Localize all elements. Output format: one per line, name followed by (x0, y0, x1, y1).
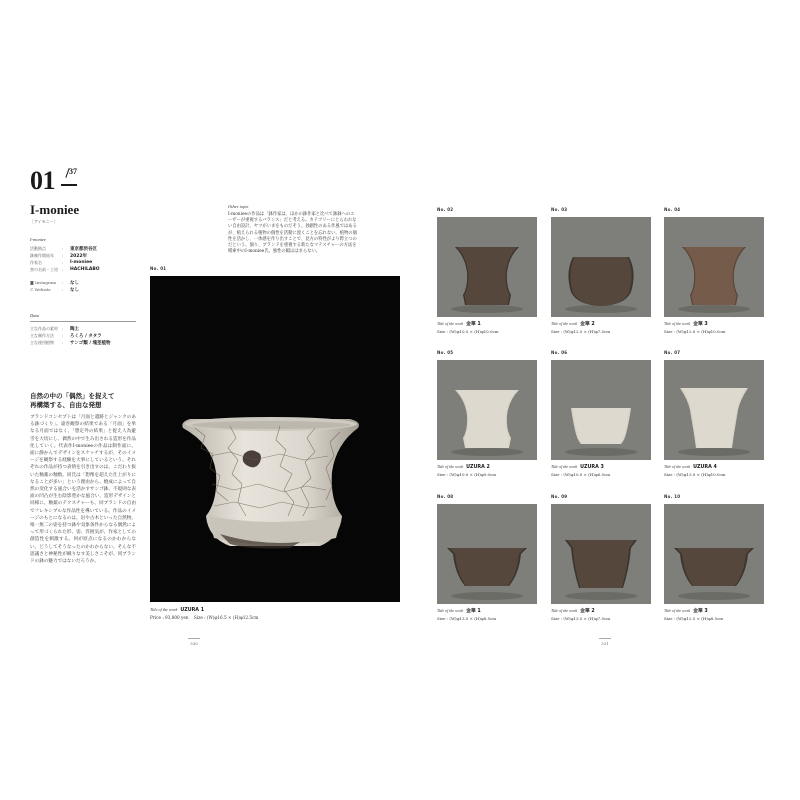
data-value: 陶土 (70, 326, 79, 332)
tile-photo (551, 504, 651, 604)
tile-photo (437, 504, 537, 604)
tile-label: No. 02 (437, 207, 454, 212)
data-row: 主な使用植物 : サンゴ類 / 塊茎植物 (30, 339, 111, 346)
tile-label: No. 08 (437, 494, 454, 499)
data-block (30, 313, 136, 346)
tile-photo (437, 217, 537, 317)
pot-image (437, 360, 537, 460)
tile-caption: Title of the work UZURA 3 Size : (W)φ10.0 × (H)φ6.5cm (551, 464, 661, 478)
info-key: 窯の名前・工房 (30, 266, 58, 272)
tile-title: 金華 1 (466, 322, 481, 327)
social-value: なし (70, 280, 79, 286)
info-row: 作家名 : I-moniee (30, 259, 93, 265)
info-row: 鉢制作開始年 : 2022年 (30, 252, 88, 259)
tile-size: Size : (W)φ12.5 × (H)φ8.5cm (664, 615, 724, 621)
data-value: ろくろ / タタラ (70, 333, 102, 339)
data-key: 主な作品の素材 (30, 325, 58, 331)
data-heading: Data (30, 313, 136, 322)
page-number-right: 331 (595, 638, 615, 646)
tile-title: UZURA 4 (693, 465, 717, 470)
tile-photo (664, 504, 764, 604)
white-crackle-pot-image (150, 276, 400, 602)
brand-info (30, 237, 136, 293)
social-row-website: ⊂ Website : なし (30, 287, 79, 293)
tile-caption: Title of the work 金華 1 Size : (W)φ10.5 × (H)φ10.0cm (437, 321, 547, 335)
social-value: なし (70, 287, 79, 293)
info-key: 作家名 (30, 259, 42, 265)
tile-label: No. 06 (551, 350, 568, 355)
main-product-photo (150, 276, 400, 602)
data-row: 主な作品の素材 : 陶土 (30, 325, 79, 332)
tile-size: Size : (W)φ10.5 × (H)φ10.0cm (437, 328, 499, 334)
entry-total: 37 (69, 167, 77, 176)
data-row: 主な制作方法 : ろくろ / タタラ (30, 332, 102, 339)
data-key: 主な使用植物 (30, 339, 54, 345)
dash-rule (61, 184, 77, 186)
tile-caption: Title of the work 金華 1 Size : (W)φ13.5 × (H)φ8.5cm (437, 608, 547, 622)
tile-size: Size : (W)φ13.0 × (H)φ10.0cm (664, 471, 726, 477)
tile-caption: Title of the work 金華 3 Size : (W)φ12.0 × (H)φ10.0cm (664, 321, 774, 335)
tile-title: 金華 3 (693, 322, 708, 327)
social-row-instagram: ◙ Instagram : なし (30, 280, 79, 286)
tile-photo (664, 360, 764, 460)
entry-total-mark (61, 168, 79, 194)
tile-label: No. 04 (664, 207, 681, 212)
pot-image (437, 504, 537, 604)
tile-title: 金華 2 (580, 609, 595, 614)
instagram-icon: ◙ (30, 280, 34, 285)
tile-photo (551, 360, 651, 460)
info-value: 東京都渋谷区 (70, 246, 97, 252)
tile-title: UZURA 2 (466, 465, 490, 470)
tile-caption: Title of the work UZURA 2 Size : (W)φ10.0 × (H)φ9.0cm (437, 464, 547, 478)
essay-title: 自然の中の「偶然」を捉えて 再構築する、自由な発想 (30, 392, 115, 409)
info-value: HACHILABO (70, 267, 100, 272)
essay-body: ブランドコンセプトは「月面と遺跡とジャンクのある鉢づくり」。遠巻観察の結果である「月面」を単なる月面ではなく、「想定外の結果」と捉え人為避雪を大切にし、偶然の中で生み出される造形を作品化していく。代表作I-monieeの作品は制作面に、面に静かんでデザインをスケッチするが、そのイメージを観察する経験を大事にしているという。それぞれの作品が持つ表情を引き出すのは、こだわり抜いた釉薬の釉数。同氏は「想像を超えた仕上がりになることが多い」という理由から、焼成によって自然の変化する風合いを活かすサンゴ鉢、不規則な表面の凹凸が生む陰影豊かな風合い、造形デザインと同様に、釉薬のテクスチャーも、同ブランドの自由でフレキシブルな作品性を導いている。作品のイメージのもとになるのは、岩や古木といった自然物。唯一無二の姿を持つ鉢や気象条件からなる偶然によって形づくられた形、姿、雰囲気が、作家としての創造性を刺激する。何が原点になるのかわからない。どうしてそうなったのかわからない。そんな不思議さと神秘性が織りなす美しさこそが、同ブランドの鉢の魅力ではないだろうか。 (30, 415, 136, 565)
tile-title: 金華 1 (466, 609, 481, 614)
info-value: I-moniee (70, 260, 93, 265)
info-heading: I-moniee (30, 237, 46, 242)
other-topic-body: I-monieeの作品は「鉢作家は、ほかの鉢作家と比べて鉢鉢へのユーザーが重視するバランス」だと考える。カテゴリーにとらわれない自由設計、ヤツがいまをものだそう。独創性のある作風ではあるが、植えられる植物の個性を活動に置くことを忘れない。植物の個性を活かし、一体感を作り出すことで、見方の特性がより際立つのだという。個々、ブランドを重視する新たなマテスチャーの方法を模索中のI-moniee氏。独性の幅ははまらない。 (228, 212, 357, 255)
main-item-caption (150, 606, 258, 621)
info-key: 活動拠点 (30, 245, 46, 251)
info-row: 活動拠点 : 東京都渋谷区 (30, 245, 97, 252)
tile-size: Size : (W)φ10.0 × (H)φ6.5cm (551, 471, 611, 477)
brand-name: I-moniee (30, 202, 80, 217)
tile-label: No. 03 (551, 207, 568, 212)
tile-label: No. 09 (551, 494, 568, 499)
tile-size: Size : (W)φ12.5 × (H)φ7.5cm (551, 328, 611, 334)
tile-label: No. 10 (664, 494, 681, 499)
other-topic-heading: Other topic (228, 204, 249, 209)
info-key: 鉢制作開始年 (30, 252, 54, 258)
caption-title: UZURA 1 (180, 608, 205, 613)
data-key: 主な制作方法 (30, 332, 54, 338)
website-icon: ⊂ (30, 287, 34, 292)
pot-image (664, 504, 764, 604)
pot-image (551, 360, 651, 460)
caption-size: Size : (W)φ16.5 × (H)φ12.5cm (193, 615, 259, 620)
tile-caption: Title of the work 金華 2 Size : (W)φ13.5 × (H)φ7.5cm (551, 608, 661, 622)
main-item-label: No. 01 (150, 266, 167, 271)
tile-caption: Title of the work 金華 2 Size : (W)φ12.5 × (H)φ7.5cm (551, 321, 661, 335)
brand-kana: ［アイモニー］ (30, 219, 58, 224)
tile-title: UZURA 3 (580, 465, 604, 470)
tile-caption: Title of the work 金華 3 Size : (W)φ12.5 × (H)φ8.5cm (664, 608, 774, 622)
tile-photo (664, 217, 764, 317)
tile-caption: Title of the work UZURA 4 Size : (W)φ13.0 × (H)φ10.0cm (664, 464, 774, 478)
tile-photo (437, 360, 537, 460)
tile-label: No. 05 (437, 350, 454, 355)
tile-title: 金華 3 (693, 609, 708, 614)
caption-price: Price : 93,800 yen (150, 615, 189, 620)
tile-size: Size : (W)φ12.0 × (H)φ10.0cm (664, 328, 726, 334)
page-number-left: 330 (184, 638, 204, 646)
tile-photo (551, 217, 651, 317)
other-topic (228, 204, 358, 255)
tile-title: 金華 2 (580, 322, 595, 327)
tile-size: Size : (W)φ10.0 × (H)φ9.0cm (437, 471, 497, 477)
tile-size: Size : (W)φ13.5 × (H)φ7.5cm (551, 615, 611, 621)
info-value: 2022年 (70, 253, 88, 259)
info-row: 窯の名前・工房 : HACHILABO (30, 266, 100, 272)
pot-image (551, 217, 651, 317)
pot-image (437, 217, 537, 317)
entry-number (30, 168, 79, 194)
tile-size: Size : (W)φ13.5 × (H)φ8.5cm (437, 615, 497, 621)
data-value: サンゴ類 / 塊茎植物 (70, 340, 111, 346)
tile-label: No. 07 (664, 350, 681, 355)
pot-image (664, 217, 764, 317)
entry-index: 01 (30, 166, 55, 195)
pot-image (664, 360, 764, 460)
pot-image (551, 504, 651, 604)
caption-title-key: Title of the work (150, 607, 178, 612)
